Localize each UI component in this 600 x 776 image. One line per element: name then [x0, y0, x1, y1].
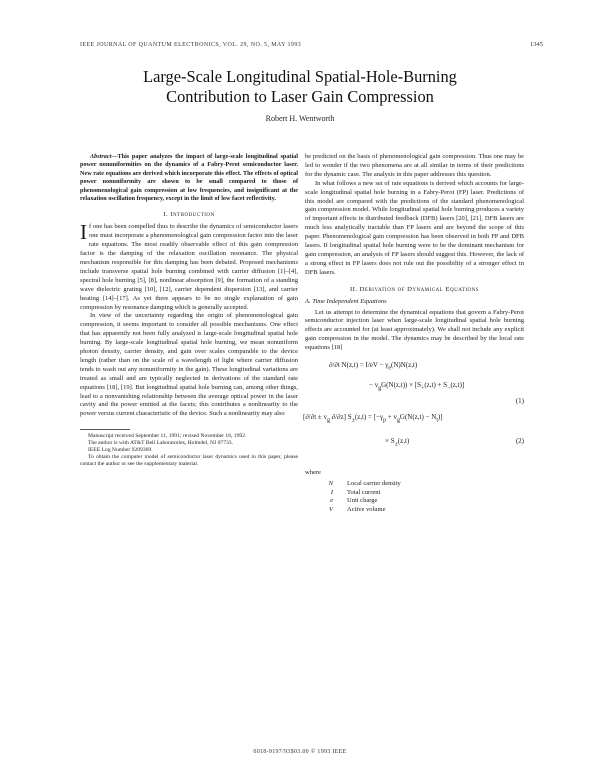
title-line-1: Large-Scale Longitudinal Spatial-Hole-Burning [143, 67, 457, 86]
equation-2 [305, 433, 524, 465]
footnote-2: The author is with AT&T Bell Laboratories, Holmdel, NJ 07733. [88, 440, 234, 447]
eq2-number: (2) [515, 437, 524, 446]
eq1-number: (1) [515, 397, 524, 406]
symbol-row [305, 506, 524, 515]
running-header: IEEE JOURNAL OF QUANTUM ELECTRONICS, VOL. 29, NO. 5, MAY 1993 [80, 42, 302, 48]
footnotes [80, 433, 298, 468]
drop-cap: I [80, 220, 87, 245]
section-heading-derivation: II. Derivation of Dynamical Equations [349, 285, 480, 293]
abstract [80, 153, 298, 203]
symbol-row [305, 497, 524, 506]
intro-paragraph-2: In view of the uncertainty regarding the origin of phenomenological gain compression, it seems important to consider all possible mechanisms. One effect that has apparently not been fully analyzed is large-scale longitudinal spatial hole burning. By large-scale longitudinal spatial hole burning, we mean nonuniform photon density, carrier density, and gain over scales comparable to the device length (rather than on the scale of a wavelength of light where carrier diffusion tends to wash out any nonuniformity in the gain). These longitudinal variations are treated as small and are typically neglected in derivations of the standard rate equations [18], [19]. But longitudinal spatial hole burning can, among other things, lead to a nonvanishing relationship between the average optical power in the laser cavity and the power emitted at the facets; this contributes a nonlinearity to the power versus current characteristic of the device. Such a nonlinearity may also [80, 312, 298, 418]
abstract-text: This paper analyzes the impact of large-scale longitudinal spatial power nonuniformities on the dynamics of a Fabry-Perot semiconductor laser. New rate equations are derived which incorporate this effect. The effects of optical power nonuniformity are shown to be small compared to those of phenomenological gain compression at low frequencies, and insignificant at the relaxation oscillation frequency, except in the limit of low facet reflectivity. [80, 153, 298, 203]
subsection-heading: A. Time Independent Equations [305, 297, 387, 305]
paper-title [60, 67, 540, 107]
title-line-2: Contribution to Laser Gain Compression [166, 87, 434, 106]
footnote-4: To obtain the computer model of semiconductor laser dynamics used in this paper, please contact the author or see the supplementary material. [80, 454, 298, 468]
eq1-line-2: − $v_gG(N(z,t)) \times [S_+(z,t) + S_-(z,t)]$ [369, 381, 465, 392]
symbol-description: Local carrier density [347, 479, 401, 487]
author: Robert H. Wentworth [265, 114, 335, 123]
footnote-divider [80, 429, 130, 430]
footnote-1: Manuscript received September 11, 1991; revised November 16, 1992. [88, 433, 247, 440]
symbol: I [330, 488, 333, 496]
eq2-line: × $S_\pm(z,t)$ [385, 437, 410, 448]
section-heading-introduction: I. Introduction [163, 211, 215, 219]
intro-paragraph-1-text: f one has been compelled thus to describe the dynamics of semiconductor lasers one must incorporate a phenomenological gain compression factor into the laser rate equations. The most readily observable effect of this gain compression factor is the damping of the relaxation oscillation resonance. The physical mechanism responsible for this damping has been debated. Proposed mechanisms include transverse spatial hole burning combined with carrier diffusion [1]–[4], spectral hole burning [5], [8], nonlinear absorption [9], the formation of a standing wave dielectric grating [10], [12], carrier dependent dispersion [13], and carrier heating [14]–[17]. As yet there appears to be no single explanation of gain compression by resonance damping which is generally accepted. [80, 223, 298, 311]
symbol: e [330, 497, 333, 505]
where-label: where [305, 469, 321, 477]
copyright-line: 0018-9197/93$03.00 © 1993 IEEE [253, 749, 347, 755]
intro-paragraph-1 [80, 220, 298, 312]
symbol: V [329, 505, 333, 513]
eq1-line-1: ∂/∂t $N(z,t) = I/eV - \gamma_e(N)N(z,t)$ [329, 361, 418, 372]
right-paragraph-1: In what follows a new set of rate equations is derived which accounts for large-scale longitudinal spatial hole burning in a Fabry-Perot (FP) laser. Predictions of this model are compared with the predictions of the standard phenomenological gain compression model. While longitudinal spatial hole burning produces a variety of important effects in distributed feedback (DFB) lasers [20], [21], DFB lasers are much less analytically tractable than FP lasers and are beyond the scope of this paper. Phenomenological gain compression has been observed in both FP and DFB lasers. If longitudinal spatial hole burning were to be the dominant mechanism for gain compression, an analysis of FP lasers should suggest this. However, the lack of a strong effect in FP lasers does not rule out the possibility of a stronger effect in DFB lasers. [305, 179, 524, 276]
abstract-label: Abstract— [90, 153, 118, 160]
page-number: 1345 [530, 41, 543, 48]
footnote-3: IEEE Log Number 9209369. [88, 447, 153, 454]
symbol-description: Total current [347, 488, 381, 496]
left-column [80, 153, 298, 468]
right-column [305, 153, 524, 514]
symbol-description: Unit charge [347, 497, 378, 505]
symbol: N [328, 479, 333, 487]
right-paragraph-0: be predicted on the basis of phenomenological gain compression. Thus one may be led to wonder if the two phenomena are at all similar in terms of their predictions for the dynamic case. The analysis in this paper addresses this question. [305, 153, 524, 178]
right-paragraph-2: Let us attempt to determine the dynamical equations that govern a Fabry-Perot semiconductor injection laser when large-scale longitudinal spatial hole burning effects are accounted for (at least approximately). We shall not include any explicit gain compression in the model. The dynamics may be described by the local rate equations [18] [305, 308, 524, 352]
symbol-row [305, 489, 524, 498]
symbol-description: Active volume [347, 505, 386, 513]
symbol-row [305, 480, 524, 489]
equation-1 [305, 357, 524, 431]
eq1-line-3: [$\partial/\partial t \pm v_g$ ∂/∂z] $S_\pm(z,t) = [-\gamma_p + v_gG(N(z,t) - N_t)]$ [303, 413, 443, 424]
